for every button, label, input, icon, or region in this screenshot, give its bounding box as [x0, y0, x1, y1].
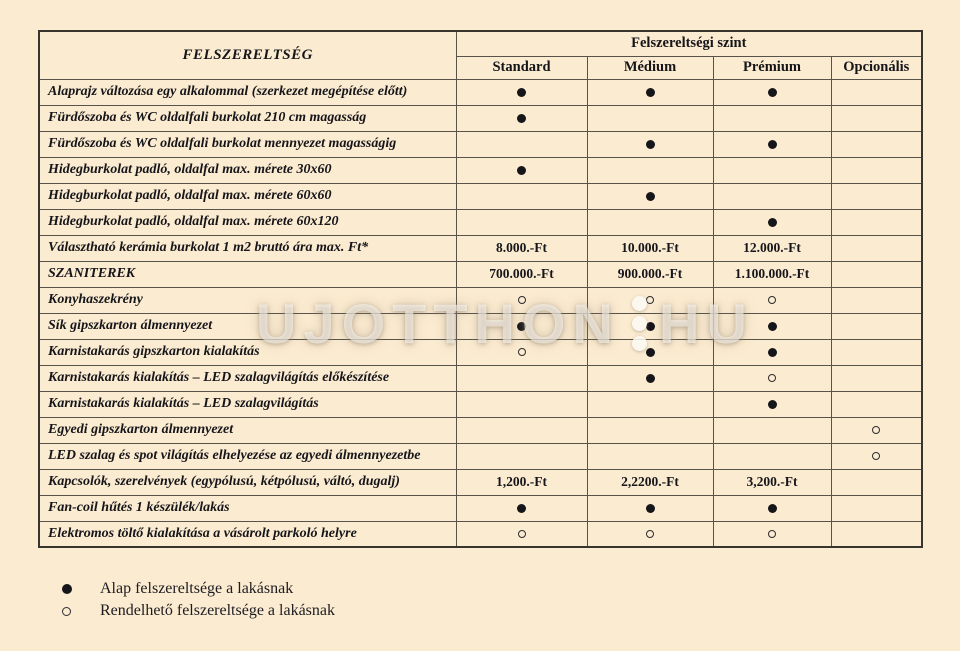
empty-cell: [456, 365, 587, 391]
table-row: [39, 157, 922, 183]
indicator-cell: [456, 105, 587, 131]
indicator-cell: [713, 209, 831, 235]
filled-dot-icon: [517, 504, 526, 513]
table-row: [39, 79, 922, 105]
row-label: Választható kerámia burkolat 1 m2 bruttó ára max. Ft*: [39, 235, 456, 261]
legend-label-basic: Alap felszereltsége a lakásnak: [100, 580, 294, 597]
table-row: [39, 209, 922, 235]
empty-cell: [587, 105, 713, 131]
price-value: 12.000.-Ft: [743, 240, 801, 255]
indicator-cell: [713, 339, 831, 365]
price-value: 1.100.000.-Ft: [734, 266, 810, 281]
filled-dot-icon: [517, 88, 526, 97]
row-label: Hidegburkolat padló, oldalfal max. mérete 30x60: [39, 157, 456, 183]
row-label: Karnistakarás kialakítás – LED szalagvilágítás: [39, 391, 456, 417]
filled-dot-icon: [768, 504, 777, 513]
column-header-premium: Prémium: [713, 56, 831, 79]
table-row: [39, 521, 922, 547]
filled-dot-icon: [646, 140, 655, 149]
row-label: Hidegburkolat padló, oldalfal max. mérete 60x120: [39, 209, 456, 235]
indicator-cell: [587, 313, 713, 339]
filled-dot-icon: [646, 504, 655, 513]
filled-dot-icon: [517, 322, 526, 331]
table-body: [39, 79, 922, 547]
price-value: 900.000.-Ft: [617, 266, 683, 281]
empty-cell: [831, 287, 922, 313]
row-label: Kapcsolók, szerelvények (egypólusú, kétpólusú, váltó, dugalj): [39, 469, 456, 495]
empty-cell: [587, 209, 713, 235]
table-row: [39, 495, 922, 521]
empty-cell: [831, 365, 922, 391]
indicator-cell: [587, 287, 713, 313]
price-cell: [713, 235, 831, 261]
indicator-cell: [587, 79, 713, 105]
table-row: [39, 365, 922, 391]
table-row: [39, 417, 922, 443]
indicator-cell: [713, 365, 831, 391]
row-label: Fürdőszoba és WC oldalfali burkolat mennyezet magasságig: [39, 131, 456, 157]
row-label: Sík gipszkarton álmennyezet: [39, 313, 456, 339]
open-dot-icon: [518, 296, 526, 304]
open-dot-icon: [872, 426, 880, 434]
legend-item-optional: [62, 600, 335, 622]
empty-cell: [456, 417, 587, 443]
row-label: Konyhaszekrény: [39, 287, 456, 313]
column-header-medium: Médium: [587, 56, 713, 79]
price-cell: [587, 469, 713, 495]
column-header-standard: Standard: [456, 56, 587, 79]
indicator-cell: [713, 287, 831, 313]
row-label: Fürdőszoba és WC oldalfali burkolat 210 cm magasság: [39, 105, 456, 131]
row-label: Alaprajz változása egy alkalommal (szerkezet megépítése előtt): [39, 79, 456, 105]
table-row: [39, 287, 922, 313]
table-row: [39, 391, 922, 417]
open-dot-icon: [646, 296, 654, 304]
table-row: [39, 235, 922, 261]
open-dot-icon: [646, 530, 654, 538]
empty-cell: [831, 495, 922, 521]
indicator-cell: [713, 521, 831, 547]
empty-cell: [831, 79, 922, 105]
indicator-cell: [456, 521, 587, 547]
filled-dot-icon: [768, 348, 777, 357]
empty-cell: [831, 183, 922, 209]
indicator-cell: [456, 157, 587, 183]
empty-cell: [831, 131, 922, 157]
empty-cell: [831, 157, 922, 183]
price-value: 700.000.-Ft: [489, 266, 554, 281]
filled-dot-icon: [646, 192, 655, 201]
filled-dot-icon: [646, 88, 655, 97]
empty-cell: [831, 209, 922, 235]
open-dot-icon: [872, 452, 880, 460]
empty-cell: [831, 521, 922, 547]
indicator-cell: [587, 183, 713, 209]
watermark-text-right: HU: [659, 291, 754, 355]
filled-dot-icon: [768, 140, 777, 149]
empty-cell: [456, 443, 587, 469]
empty-cell: [713, 105, 831, 131]
row-label: Egyedi gipszkarton álmennyezet: [39, 417, 456, 443]
open-dot-icon: [768, 374, 776, 382]
filled-dot-icon: [62, 584, 100, 594]
filled-dot-icon: [768, 322, 777, 331]
indicator-cell: [587, 495, 713, 521]
price-cell: [456, 261, 587, 287]
price-value: 8.000.-Ft: [496, 240, 547, 255]
table-row: [39, 105, 922, 131]
row-label: Elektromos töltő kialakítása a vásárolt parkoló helyre: [39, 521, 456, 547]
row-label: Fan-coil hűtés 1 készülék/lakás: [39, 495, 456, 521]
empty-cell: [713, 157, 831, 183]
row-label: Karnistakarás gipszkarton kialakítás: [39, 339, 456, 365]
group-header: Felszereltségi szint: [456, 31, 922, 56]
filled-dot-icon: [646, 322, 655, 331]
watermark-text-left: UJOTTHON: [256, 291, 620, 355]
open-dot-icon: [768, 296, 776, 304]
empty-cell: [831, 391, 922, 417]
indicator-cell: [713, 391, 831, 417]
open-dot-icon: [518, 348, 526, 356]
indicator-cell: [713, 313, 831, 339]
open-dot-icon: [768, 530, 776, 538]
price-cell: [713, 469, 831, 495]
indicator-cell: [587, 339, 713, 365]
price-cell: [713, 261, 831, 287]
table-corner-header: FELSZERELTSÉG: [39, 31, 456, 79]
indicator-cell: [587, 131, 713, 157]
row-label: Hidegburkolat padló, oldalfal max. mérete 60x60: [39, 183, 456, 209]
indicator-cell: [831, 443, 922, 469]
filled-dot-icon: [768, 88, 777, 97]
empty-cell: [587, 391, 713, 417]
empty-cell: [456, 131, 587, 157]
indicator-cell: [456, 313, 587, 339]
table-row: [39, 469, 922, 495]
price-value: 10.000.-Ft: [621, 240, 679, 255]
empty-cell: [587, 443, 713, 469]
row-label: LED szalag és spot világítás elhelyezése az egyedi álmennyezetbe: [39, 443, 456, 469]
indicator-cell: [456, 495, 587, 521]
empty-cell: [456, 209, 587, 235]
filled-dot-icon: [646, 348, 655, 357]
empty-cell: [713, 183, 831, 209]
open-dot-icon: [62, 607, 100, 616]
filled-dot-icon: [646, 374, 655, 383]
table-row: [39, 131, 922, 157]
price-cell: [456, 469, 587, 495]
price-cell: [587, 235, 713, 261]
indicator-cell: [456, 287, 587, 313]
table-row: [39, 443, 922, 469]
empty-cell: [831, 339, 922, 365]
open-dot-icon: [518, 530, 526, 538]
equipment-table: [38, 30, 923, 548]
legend-item-basic: [62, 578, 335, 600]
indicator-cell: [831, 417, 922, 443]
table-row: [39, 313, 922, 339]
empty-cell: [456, 183, 587, 209]
filled-dot-icon: [768, 400, 777, 409]
indicator-cell: [713, 495, 831, 521]
row-label: SZANITEREK: [39, 261, 456, 287]
table-row: [39, 261, 922, 287]
empty-cell: [831, 261, 922, 287]
indicator-cell: [713, 131, 831, 157]
price-value: 3,200.-Ft: [746, 474, 798, 489]
filled-dot-icon: [517, 166, 526, 175]
table-row: [39, 183, 922, 209]
indicator-cell: [456, 79, 587, 105]
indicator-cell: [456, 339, 587, 365]
empty-cell: [713, 417, 831, 443]
empty-cell: [831, 105, 922, 131]
empty-cell: [587, 417, 713, 443]
filled-dot-icon: [768, 218, 777, 227]
indicator-cell: [713, 79, 831, 105]
row-label: Karnistakarás kialakítás – LED szalagvilágítás előkészítése: [39, 365, 456, 391]
price-value: 2,2200.-Ft: [621, 474, 679, 489]
indicator-cell: [587, 365, 713, 391]
legend: [62, 578, 335, 622]
filled-dot-icon: [517, 114, 526, 123]
price-cell: [587, 261, 713, 287]
price-value: 1,200.-Ft: [496, 474, 547, 489]
empty-cell: [587, 157, 713, 183]
empty-cell: [831, 469, 922, 495]
empty-cell: [831, 313, 922, 339]
column-header-opcionalis: Opcionális: [831, 56, 922, 79]
indicator-cell: [587, 521, 713, 547]
empty-cell: [713, 443, 831, 469]
empty-cell: [831, 235, 922, 261]
price-cell: [456, 235, 587, 261]
table-row: [39, 339, 922, 365]
empty-cell: [456, 391, 587, 417]
legend-label-optional: Rendelhető felszereltsége a lakásnak: [100, 602, 335, 619]
